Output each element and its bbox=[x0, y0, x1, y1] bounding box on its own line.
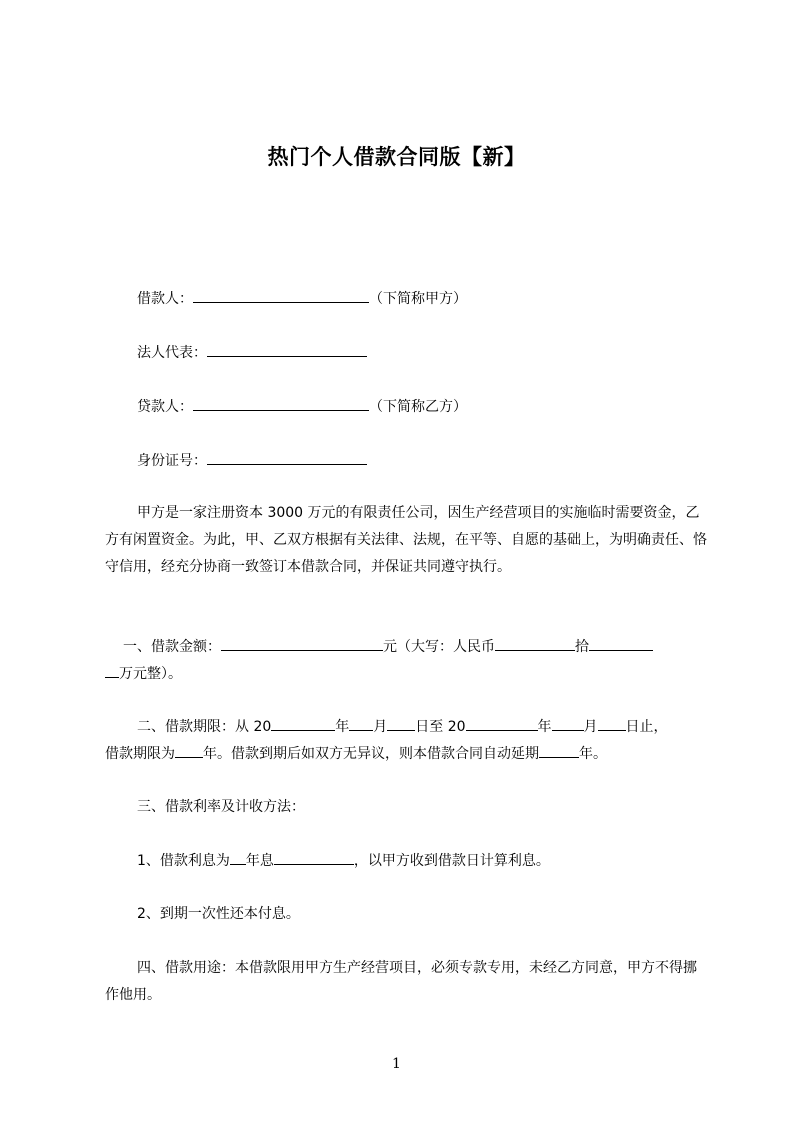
legal-rep-blank bbox=[207, 343, 367, 357]
section1-line2 bbox=[105, 661, 710, 688]
legal-rep-row bbox=[105, 340, 710, 367]
amount-rmb-blank bbox=[495, 637, 575, 651]
annual-rate-blank bbox=[274, 851, 354, 865]
extension-year-text: 年。 bbox=[579, 746, 607, 762]
start-day-blank bbox=[387, 717, 415, 731]
term-years-blank bbox=[175, 744, 203, 758]
borrower-label: 借款人： bbox=[137, 291, 193, 307]
section2-line1 bbox=[105, 714, 710, 741]
document-title: 热门个人借款合同版【新】 bbox=[267, 145, 526, 169]
term-label: 借款期限为 bbox=[105, 746, 175, 762]
section4-paragraph: 四、借款用途：本借款限用甲方生产经营项目，必须专款专用，未经乙方同意，甲方不得挪作他用。 bbox=[105, 960, 697, 1003]
lender-suffix: （下简称乙方） bbox=[369, 399, 467, 415]
id-number-row bbox=[105, 448, 710, 475]
section3-heading-row bbox=[105, 794, 710, 821]
end-year-blank bbox=[466, 717, 538, 731]
section2-from-text: 二、借款期限：从 20 bbox=[137, 719, 272, 735]
lender-label: 贷款人： bbox=[137, 399, 193, 415]
start-day-to-text: 日至 20 bbox=[415, 719, 466, 735]
repayment-text: 2、到期一次性还本付息。 bbox=[137, 906, 300, 922]
lender-row bbox=[105, 394, 710, 421]
start-month-text: 月 bbox=[373, 719, 388, 735]
interest-label: 1、借款利息为 bbox=[137, 853, 230, 869]
amount-shi-blank bbox=[589, 637, 653, 651]
section1-shi-text: 拾 bbox=[575, 639, 589, 655]
borrower-suffix: （下简称甲方） bbox=[369, 291, 467, 307]
extension-years-blank bbox=[539, 744, 579, 758]
end-year-text: 年 bbox=[537, 719, 552, 735]
id-number-blank bbox=[207, 451, 367, 465]
borrower-row bbox=[105, 286, 710, 313]
borrower-blank bbox=[193, 289, 369, 303]
section3-item1 bbox=[105, 848, 710, 875]
term-extension-text: 年。借款到期后如双方无异议，则本借款合同自动延期 bbox=[203, 746, 539, 762]
start-year-blank bbox=[271, 717, 335, 731]
section1-yuan-text: 元（大写：人民币 bbox=[383, 639, 495, 655]
end-day-text: 日止， bbox=[625, 719, 668, 735]
interest-calc-text: ，以甲方收到借款日计算利息。 bbox=[353, 853, 550, 869]
amount-blank bbox=[221, 637, 383, 651]
section1-line1 bbox=[105, 634, 710, 661]
legal-rep-label: 法人代表： bbox=[137, 345, 207, 361]
end-month-blank bbox=[552, 717, 584, 731]
amount-wan-blank bbox=[105, 664, 119, 678]
id-number-label: 身份证号： bbox=[137, 453, 207, 469]
lender-blank bbox=[193, 397, 369, 411]
page-number: 1 bbox=[392, 1056, 401, 1072]
section3-heading: 三、借款利率及计收方法： bbox=[137, 799, 305, 815]
section1-wan-text: 万元整）。 bbox=[119, 666, 182, 682]
section2-line2 bbox=[105, 741, 710, 768]
end-day-blank bbox=[598, 717, 626, 731]
interest-blank bbox=[230, 851, 246, 865]
section3-item2 bbox=[105, 901, 710, 928]
intro-paragraph: 甲方是一家注册资本 3000 万元的有限责任公司，因生产经营项目的实施临时需要资金，乙方有闲置资金。为此，甲、乙双方根据有关法律、法规，在平等、自愿的基础上，为明确责任、恪守信用，经充分协商一致签订本借款合同，并保证共同遵守执行。 bbox=[105, 505, 707, 575]
start-year-text: 年 bbox=[335, 719, 350, 735]
section1-label: 一、借款金额： bbox=[123, 639, 221, 655]
start-month-blank bbox=[349, 717, 373, 731]
end-month-text: 月 bbox=[583, 719, 598, 735]
annual-rate-label: 年息 bbox=[245, 853, 274, 869]
